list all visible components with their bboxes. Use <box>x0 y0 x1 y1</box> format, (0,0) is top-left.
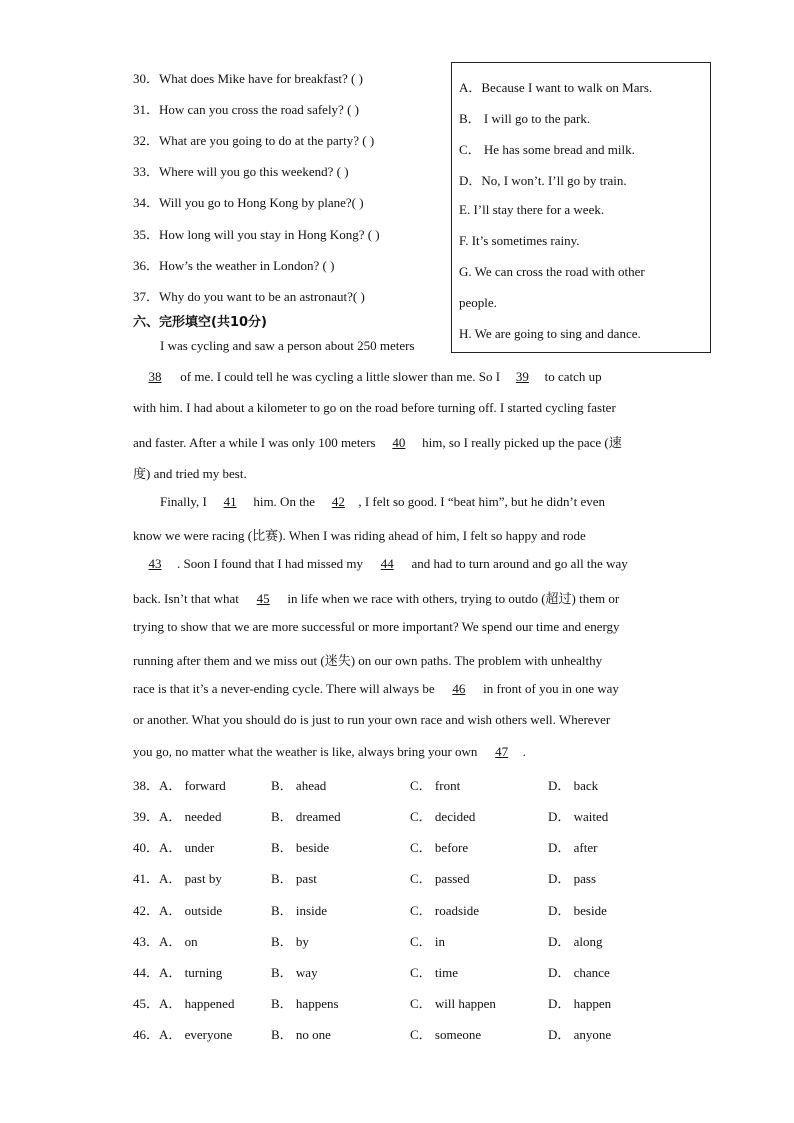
choice-d: D． along <box>548 934 603 949</box>
choice-a: 46．A． everyone <box>133 1027 233 1042</box>
option-e: E. I’ll stay there for a week. <box>459 202 605 217</box>
question-30: 30．What does Mike have for breakfast? ( ) <box>133 71 363 86</box>
choice-b: B． way <box>271 965 318 980</box>
choice-d: D． back <box>548 778 599 793</box>
passage-line: I was cycling and saw a person about 250 meters <box>160 338 415 353</box>
question-34: 34．Will you go to Hong Kong by plane?( ) <box>133 195 364 210</box>
question-35: 35．How long will you stay in Hong Kong? ( ) <box>133 227 380 242</box>
passage-line: Finally, I 41 him. On the 42 , I felt so good. I “beat him”, but he didn’t even <box>160 494 606 509</box>
blank-38: 38 <box>148 369 162 384</box>
choice-d: D． anyone <box>548 1027 612 1042</box>
blank-47: 47 <box>495 744 509 759</box>
choice-d: D． chance <box>548 965 610 980</box>
choice-row-39 <box>133 806 653 824</box>
blank-41: 41 <box>223 494 237 509</box>
passage-line: trying to show that we are more successful or more important? We spend our time and energy <box>133 619 620 634</box>
choice-c: C． passed <box>410 871 470 886</box>
choice-a: 40．A． under <box>133 840 215 855</box>
choice-c: C． in <box>410 934 446 949</box>
choice-a: 41．A． past by <box>133 871 222 886</box>
passage-line: back. Isn’t that what 45 in life when we race with others, trying to outdo (超过) them or <box>133 591 620 606</box>
choice-a: 45．A． happened <box>133 996 235 1011</box>
section-title: 六、完形填空(共10分) <box>133 315 267 330</box>
choice-row-46 <box>133 1024 653 1042</box>
question-33: 33．Where will you go this weekend? ( ) <box>133 164 349 179</box>
option-g-cont: people. <box>459 295 497 310</box>
option-b: B． I will go to the park. <box>459 111 591 126</box>
passage-line: and faster. After a while I was only 100 meters 40 him, so I really picked up the pace (速 <box>133 435 622 450</box>
passage-line: with him. I had about a kilometer to go on the road before turning off. I started cycling faster <box>133 400 616 415</box>
choice-row-42 <box>133 900 653 918</box>
choice-row-40 <box>133 837 653 855</box>
blank-40: 40 <box>392 435 406 450</box>
choice-row-41 <box>133 868 653 886</box>
passage-line: 度) and tried my best. <box>133 466 247 481</box>
choice-b: B． ahead <box>271 778 327 793</box>
choice-row-44 <box>133 962 653 980</box>
choice-c: C． time <box>410 965 459 980</box>
question-31: 31．How can you cross the road safely? ( ) <box>133 102 359 117</box>
choice-c: C． decided <box>410 809 476 824</box>
blank-44: 44 <box>380 556 394 571</box>
choice-row-45 <box>133 993 653 1011</box>
choice-d: D． waited <box>548 809 609 824</box>
choice-c: C． roadside <box>410 903 479 918</box>
choice-c: C． before <box>410 840 469 855</box>
blank-39: 39 <box>515 369 529 384</box>
question-37: 37．Why do you want to be an astronaut?( ) <box>133 289 365 304</box>
choice-a: 44．A． turning <box>133 965 223 980</box>
passage-line: 43 . Soon I found that I had missed my 44 and had to turn around and go all the way <box>133 556 628 572</box>
choice-a: 43．A． on <box>133 934 198 949</box>
choice-b: B． inside <box>271 903 327 918</box>
choice-d: D． beside <box>548 903 607 918</box>
choice-a: 38．A． forward <box>133 778 226 793</box>
choice-b: B． beside <box>271 840 330 855</box>
passage-line: or another. What you should do is just to run your own race and wish others well. Wherever <box>133 712 611 727</box>
passage-line: race is that it’s a never-ending cycle. There will always be 46 in front of you in one way <box>133 681 619 696</box>
blank-43: 43 <box>148 556 162 571</box>
choice-row-38 <box>133 775 653 793</box>
choice-b: B． happens <box>271 996 339 1011</box>
choice-c: C． front <box>410 778 461 793</box>
question-36: 36．How’s the weather in London? ( ) <box>133 258 335 273</box>
choice-row-43 <box>133 931 653 949</box>
option-g: G. We can cross the road with other <box>459 264 645 279</box>
question-32: 32．What are you going to do at the party? ( ) <box>133 133 375 148</box>
choice-d: D． happen <box>548 996 612 1011</box>
answer-options-box <box>451 62 711 353</box>
choice-c: C． someone <box>410 1027 482 1042</box>
passage-line: running after them and we miss out (迷失) on our own paths. The problem with unhealthy <box>133 653 603 668</box>
choice-b: B． by <box>271 934 309 949</box>
choice-c: C． will happen <box>410 996 496 1011</box>
choice-d: D． after <box>548 840 598 855</box>
blank-45: 45 <box>256 591 270 606</box>
choice-d: D． pass <box>548 871 597 886</box>
blank-42: 42 <box>331 494 345 509</box>
option-h: H. We are going to sing and dance. <box>459 326 641 341</box>
passage-line: know we were racing (比赛). When I was riding ahead of him, I felt so happy and rode <box>133 528 586 543</box>
option-a: A．Because I want to walk on Mars. <box>459 80 653 95</box>
passage-line: 38 of me. I could tell he was cycling a little slower than me. So I 39 to catch up <box>133 369 602 385</box>
option-f: F. It’s sometimes rainy. <box>459 233 580 248</box>
choice-b: B． dreamed <box>271 809 341 824</box>
choice-a: 42．A． outside <box>133 903 223 918</box>
choice-b: B． no one <box>271 1027 331 1042</box>
option-c: C． He has some bread and milk. <box>459 142 635 157</box>
option-d: D．No, I won’t. I’ll go by train. <box>459 173 627 188</box>
passage-line: you go, no matter what the weather is like, always bring your own 47 . <box>133 744 526 759</box>
choice-a: 39．A． needed <box>133 809 222 824</box>
blank-46: 46 <box>452 681 466 696</box>
choice-b: B． past <box>271 871 317 886</box>
